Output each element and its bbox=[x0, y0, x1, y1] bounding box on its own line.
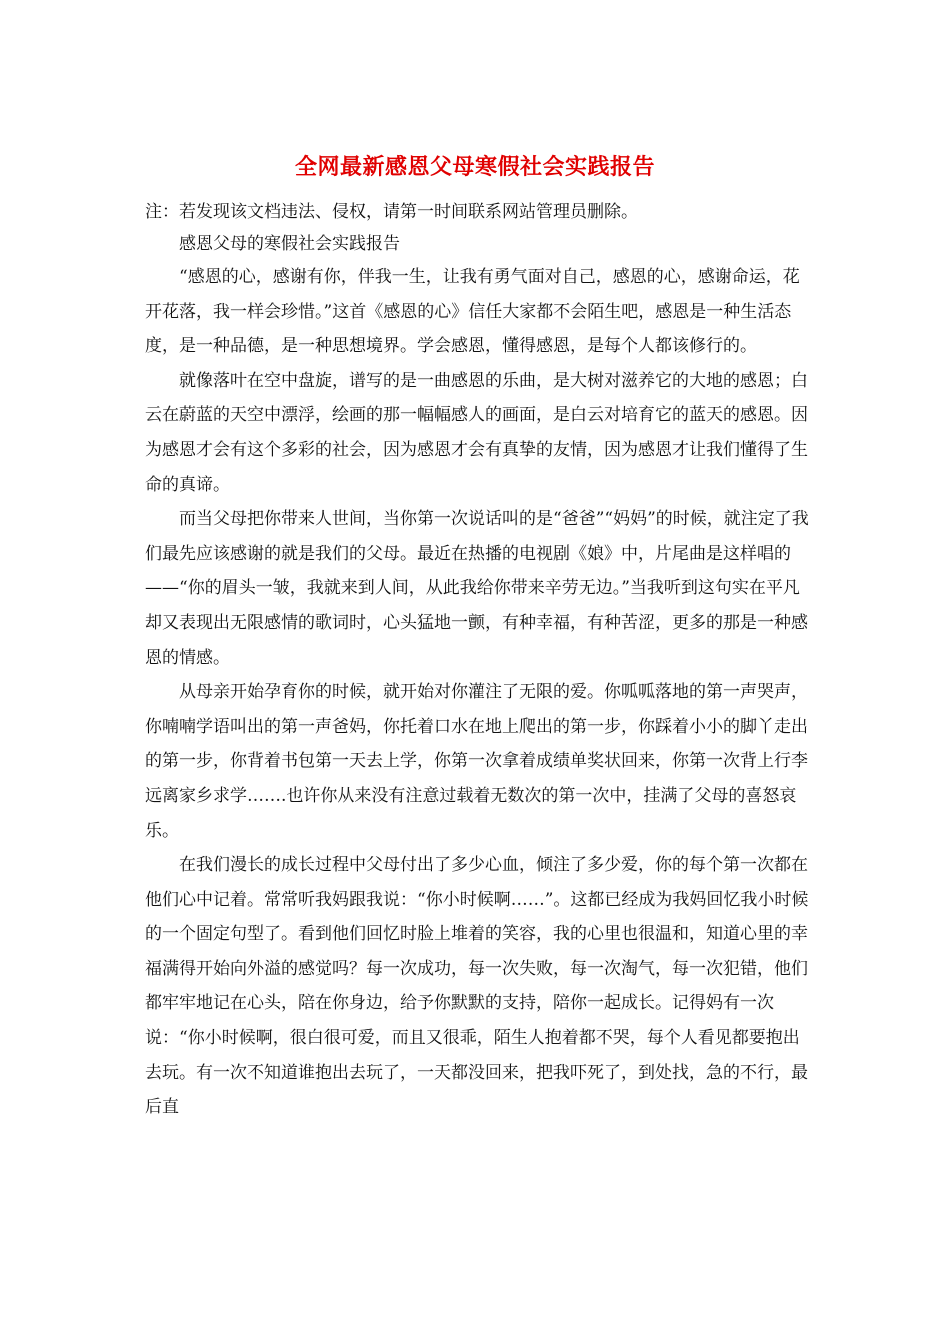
paragraph-5: 在我们漫长的成长过程中父母付出了多少心血，倾注了多少爱，你的每个第一次都在他们心中记着。常常听我妈跟我说：“你小时候啊……”。这都已经成为我妈回忆我小时候的一个固定句型了。看到他们回忆时脸上堆着的笑容，我的心里也很温和，知道心里的幸福满得开始向外溢的感觉吗？每一次成功，每一次失败，每一次淘气，每一次犯错，他们都牢牢地记在心头，陪在你身边，给予你默默的支持，陪你一起成长。记得妈有一次说：“你小时候啊，很白很可爱，而且又很乖，陌生人抱着都不哭，每个人看见都要抱出去玩。有一次不知道谁抱出去玩了，一天都没回来，把我吓死了，到处找，急的不行，最后直 bbox=[145, 855, 809, 1118]
paragraph-4: 从母亲开始孕育你的时候，就开始对你灌注了无限的爱。你呱呱落地的第一声哭声，你喃喃学语叫出的第一声爸妈，你托着口水在地上爬出的第一步，你踩着小小的脚丫走出的第一步，你背着书包第一天去上学，你第一次拿着成绩单奖状回来，你第一次背上行李远离家乡求学…….也许你从来没有注意过载着无数次的第一次中，挂满了父母的喜怒哀乐。 bbox=[145, 682, 808, 841]
paragraph-2: 就像落叶在空中盘旋，谱写的是一曲感恩的乐曲，是大树对滋养它的大地的感恩；白云在蔚蓝的天空中漂浮，绘画的那一幅幅感人的画面，是白云对培育它的蓝天的感恩。因为感恩才会有这个多彩的社会，因为感恩才会有真挚的友情，因为感恩才让我们懂得了生命的真谛。 bbox=[145, 370, 808, 495]
document-title: 全网最新感恩父母寒假社会实践报告 bbox=[294, 154, 655, 180]
paragraph-3: 而当父母把你带来人世间，当你第一次说话叫的是“爸爸”“妈妈”的时候，就注定了我们最先应该感谢的就是我们的父母。最近在热播的电视剧《娘》中，片尾曲是这样唱的——“你的眉头一皱，我就来到人间，从此我给你带来辛劳无边。”当我听到这句实在平凡却又表现出无限感情的歌词时，心头猛地一颤，有种幸福，有种苦涩，更多的那是一种感恩的情感。 bbox=[145, 509, 809, 668]
document-body bbox=[145, 230, 815, 1125]
report-subtitle: 感恩父母的寒假社会实践报告 bbox=[179, 234, 400, 254]
copyright-notice: 注：若发现该文档违法、侵权，请第一时间联系网站管理员删除。 bbox=[145, 202, 638, 222]
paragraph-1: “感恩的心，感谢有你，伴我一生，让我有勇气面对自己，感恩的心，感谢命运，花开花落，我一样会珍惜。”这首《感恩的心》信任大家都不会陌生吧，感恩是一种生活态度，是一种品德，是一种思想境界。学会感恩，懂得感恩，是每个人都该修行的。 bbox=[145, 267, 800, 357]
